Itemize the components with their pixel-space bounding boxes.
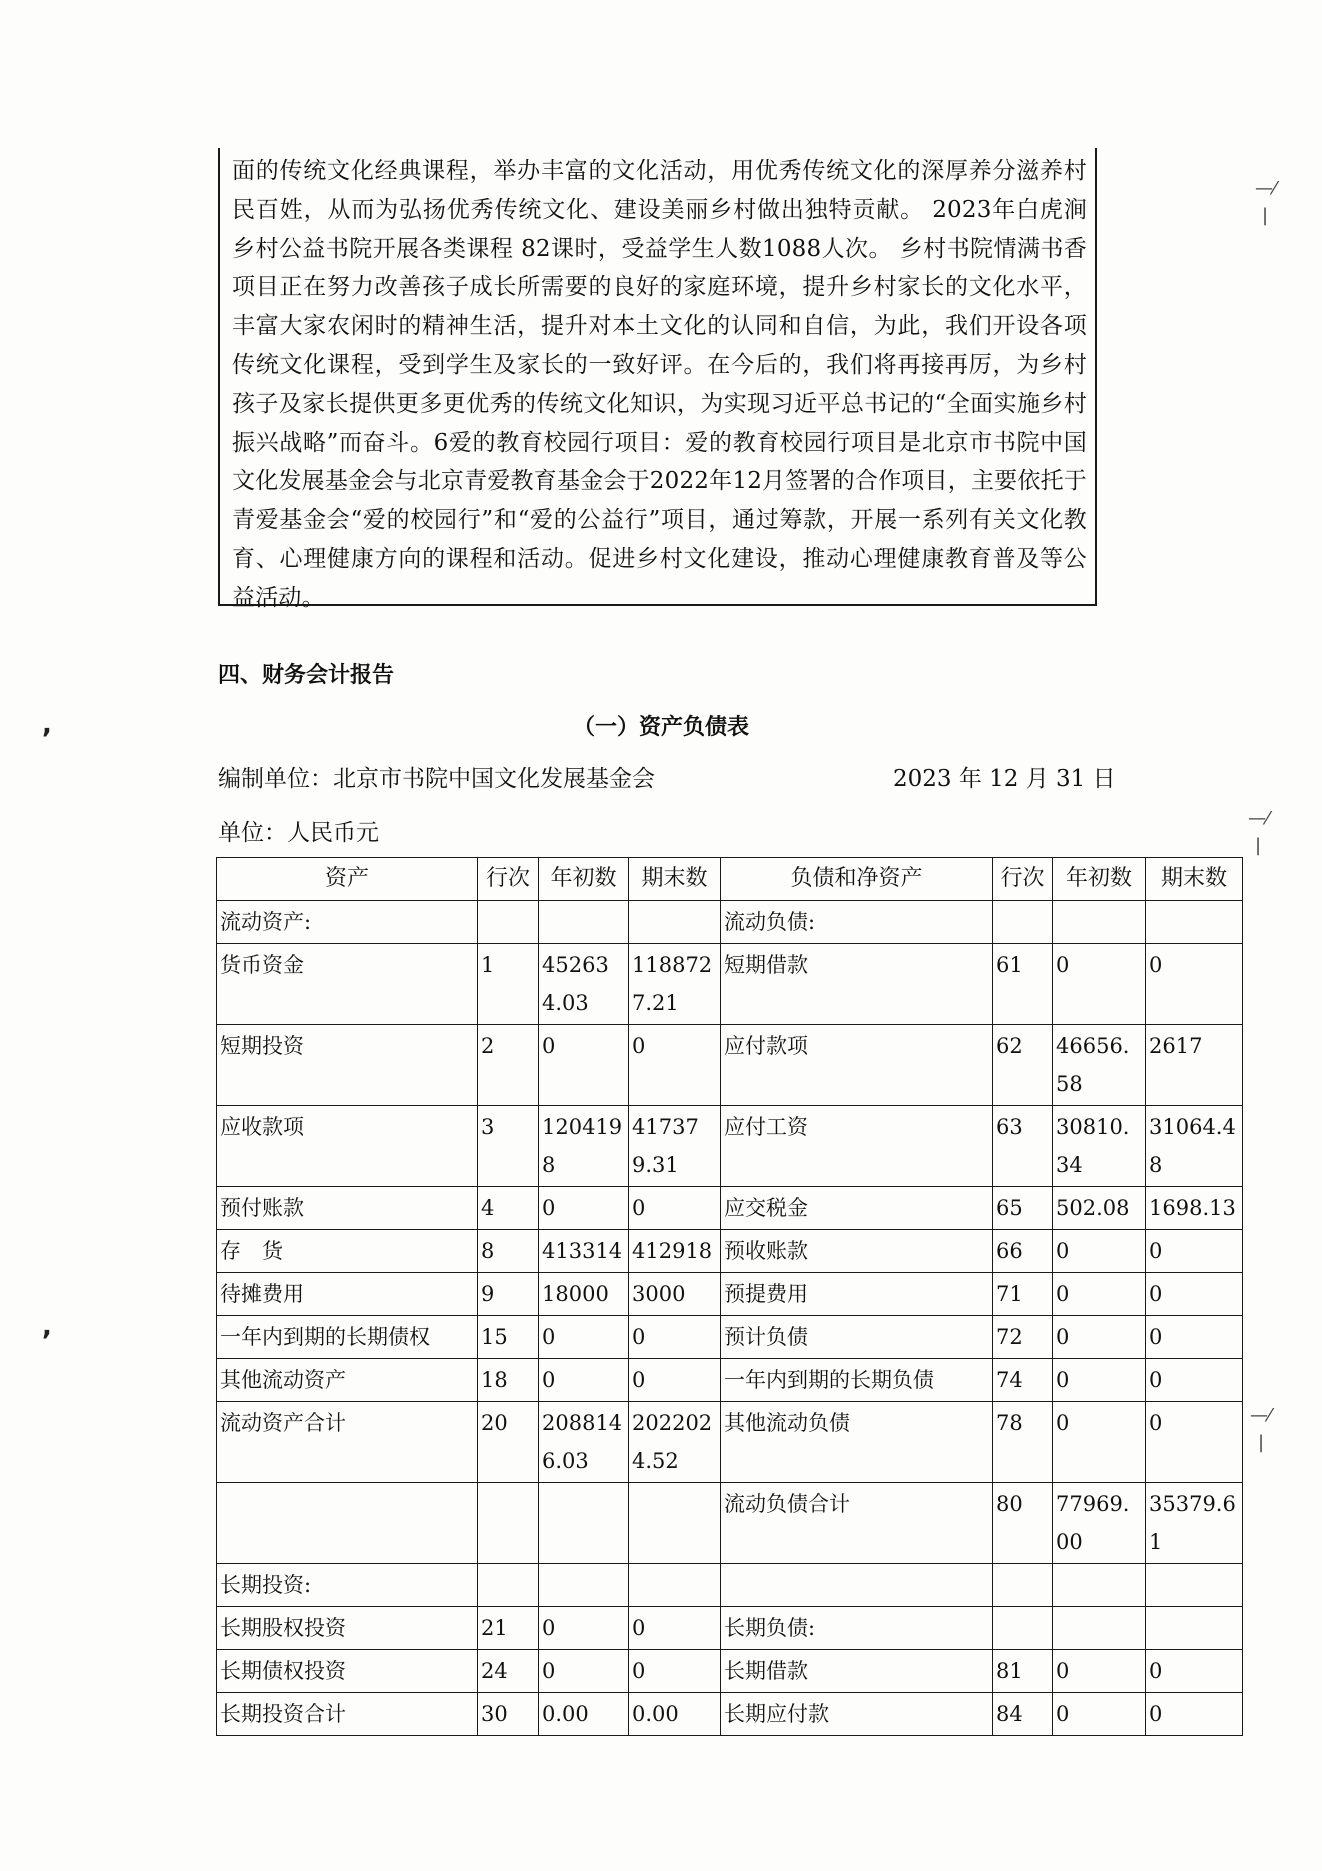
table-cell: 长期投资合计	[217, 1693, 478, 1736]
table-cell: 预计负债	[721, 1316, 993, 1359]
table-cell: 0	[629, 1650, 721, 1693]
table-cell: 其他流动资产	[217, 1359, 478, 1402]
table-cell	[629, 901, 721, 944]
table-cell: 0	[539, 1187, 629, 1230]
header-opening: 年初数	[539, 858, 629, 901]
table-cell: 3	[478, 1106, 539, 1187]
header-closing: 期末数	[629, 858, 721, 901]
scan-mark: ,	[42, 710, 52, 740]
table-cell: 预提费用	[721, 1273, 993, 1316]
scan-mark: |	[1262, 205, 1269, 226]
table-cell: 74	[993, 1359, 1053, 1402]
table-row	[217, 1564, 1243, 1607]
table-cell: 0	[1053, 1316, 1146, 1359]
table-cell: 0	[1146, 1316, 1243, 1359]
scan-mark: ,	[42, 1312, 52, 1342]
unit-label: 单位：人民币元	[218, 820, 379, 846]
table-cell: 长期负债:	[721, 1607, 993, 1650]
table-cell: 65	[993, 1187, 1053, 1230]
table-cell: 30810.34	[1053, 1106, 1146, 1187]
table-cell: 长期借款	[721, 1650, 993, 1693]
table-cell	[217, 1483, 478, 1564]
table-cell	[1053, 1564, 1146, 1607]
table-cell: 应收款项	[217, 1106, 478, 1187]
header-line-no: 行次	[478, 858, 539, 901]
table-cell	[539, 1564, 629, 1607]
table-cell: 30	[478, 1693, 539, 1736]
table-cell	[629, 1564, 721, 1607]
org-label: 编制单位：北京市书院中国文化发展基金会	[218, 766, 655, 792]
table-row	[217, 944, 1243, 1025]
narrative-box	[218, 148, 1097, 611]
table-row	[217, 1187, 1243, 1230]
table-cell: 3000	[629, 1273, 721, 1316]
table-row	[217, 1359, 1243, 1402]
table-cell: 0	[629, 1025, 721, 1106]
table-cell: 0	[1146, 1402, 1243, 1483]
table-cell	[629, 1483, 721, 1564]
table-row	[217, 1402, 1243, 1483]
table-cell: 1204198	[539, 1106, 629, 1187]
table-cell: 预收账款	[721, 1230, 993, 1273]
table-cell	[1053, 901, 1146, 944]
table-cell: 61	[993, 944, 1053, 1025]
table-cell: 71	[993, 1273, 1053, 1316]
table-cell: 待摊费用	[217, 1273, 478, 1316]
table-cell	[478, 1564, 539, 1607]
table-cell: 0.00	[629, 1693, 721, 1736]
table-cell: 24	[478, 1650, 539, 1693]
table-cell: 15	[478, 1316, 539, 1359]
table-cell: 0	[539, 1359, 629, 1402]
table-row	[217, 901, 1243, 944]
scan-mark: —⁄	[1255, 178, 1277, 199]
table-cell: 0	[1053, 1359, 1146, 1402]
table-cell: 0	[1053, 1402, 1146, 1483]
table-cell: 0	[539, 1025, 629, 1106]
table-cell: 78	[993, 1402, 1053, 1483]
table-cell: 0	[1053, 1650, 1146, 1693]
table-cell: 4	[478, 1187, 539, 1230]
table-cell: 8	[478, 1230, 539, 1273]
table-cell: 0	[629, 1187, 721, 1230]
table-row	[217, 1025, 1243, 1106]
table-row	[217, 1607, 1243, 1650]
table-header-row	[217, 858, 1243, 901]
table-cell: 0	[1146, 1650, 1243, 1693]
table-cell: 长期应付款	[721, 1693, 993, 1736]
table-cell: 2088146.03	[539, 1402, 629, 1483]
table-cell: 18	[478, 1359, 539, 1402]
table-cell: 一年内到期的长期债权	[217, 1316, 478, 1359]
table-cell: 21	[478, 1607, 539, 1650]
table-cell	[1053, 1607, 1146, 1650]
table-cell: 0	[629, 1316, 721, 1359]
table-cell: 货币资金	[217, 944, 478, 1025]
table-cell: 0	[539, 1316, 629, 1359]
header-opening: 年初数	[1053, 858, 1146, 901]
table-cell	[721, 1564, 993, 1607]
header-line-no: 行次	[993, 858, 1053, 901]
scan-mark: |	[1258, 1432, 1265, 1453]
table-cell: 0	[1146, 1693, 1243, 1736]
table-cell: 452634.03	[539, 944, 629, 1025]
header-assets: 资产	[217, 858, 478, 901]
table-cell: 1188727.21	[629, 944, 721, 1025]
table-row	[217, 1316, 1243, 1359]
table-cell: 0	[1146, 1230, 1243, 1273]
header-liabilities: 负债和净资产	[721, 858, 993, 901]
table-cell: 413314	[539, 1230, 629, 1273]
table-cell	[993, 1564, 1053, 1607]
table-row	[217, 1273, 1243, 1316]
table-cell: 流动负债合计	[721, 1483, 993, 1564]
table-cell: 0	[1146, 944, 1243, 1025]
table-cell: 0	[1146, 1273, 1243, 1316]
table-cell: 46656.58	[1053, 1025, 1146, 1106]
table-cell: 应交税金	[721, 1187, 993, 1230]
table-cell: 长期股权投资	[217, 1607, 478, 1650]
table-cell: 0	[1053, 1693, 1146, 1736]
scan-mark: —⁄	[1248, 808, 1270, 829]
table-cell: 2022024.52	[629, 1402, 721, 1483]
table-cell	[539, 1483, 629, 1564]
table-cell: 66	[993, 1230, 1053, 1273]
table-cell	[1146, 1564, 1243, 1607]
table-cell: 存 货	[217, 1230, 478, 1273]
table-cell: 短期投资	[217, 1025, 478, 1106]
report-date: 2023 年 12 月 31 日	[893, 766, 1116, 792]
table-row	[217, 1650, 1243, 1693]
table-cell: 预付账款	[217, 1187, 478, 1230]
table-cell	[478, 901, 539, 944]
header-closing: 期末数	[1146, 858, 1243, 901]
table-cell: 0	[629, 1359, 721, 1402]
table-row	[217, 1483, 1243, 1564]
table-cell: 80	[993, 1483, 1053, 1564]
table-cell: 0	[1053, 944, 1146, 1025]
narrative-paragraph: 面的传统文化经典课程，举办丰富的文化活动，用优秀传统文化的深厚养分滋养村民百姓，从而为弘扬优秀传统文化、建设美丽乡村做出独特贡献。 2023年白虎涧乡村公益书院开展各类课程 82课时，受益学生人数1088人次。 乡村书院情满书香项目正在努力改善孩子成长所需要的良好的家庭环境，提升乡村家长的文化水平，丰富大家农闲时的精神生活，提升对本土文化的认同和自信，为此，我们开设各项传统文化课程，受到学生及家长的一致好评。在今后的，我们将再接再厉，为乡村孩子及家长提供更多更优秀的传统文化知识，为实现习近平总书记的“全面实施乡村振兴战略”而奋斗。6爱的教育校园行项目：爱的教育校园行项目是北京市书院中国文化发展基金会与北京青爱教育基金会于2022年12月签署的合作项目，主要依托于青爱基金会“爱的校园行”和“爱的公益行”项目，通过筹款，开展一系列有关文化教育、心理健康方向的课程和活动。促进乡村文化建设，推动心理健康教育普及等公益活动。	[232, 158, 1087, 611]
table-cell: 0	[1053, 1273, 1146, 1316]
table-cell	[1146, 901, 1243, 944]
table-cell: 18000	[539, 1273, 629, 1316]
table-cell	[1146, 1607, 1243, 1650]
table-cell: 0	[1146, 1359, 1243, 1402]
table-cell: 短期借款	[721, 944, 993, 1025]
table-row	[217, 1106, 1243, 1187]
table-cell: 62	[993, 1025, 1053, 1106]
table-cell: 35379.61	[1146, 1483, 1243, 1564]
table-cell: 应付款项	[721, 1025, 993, 1106]
table-cell: 63	[993, 1106, 1053, 1187]
table-row	[217, 1693, 1243, 1736]
table-cell: 77969.00	[1053, 1483, 1146, 1564]
table-cell: 84	[993, 1693, 1053, 1736]
table-row	[217, 1230, 1243, 1273]
table-cell: 0	[539, 1650, 629, 1693]
table-cell	[478, 1483, 539, 1564]
table-cell: 应付工资	[721, 1106, 993, 1187]
table-cell: 31064.48	[1146, 1106, 1243, 1187]
table-cell: 流动资产:	[217, 901, 478, 944]
table-cell	[539, 901, 629, 944]
table-cell: 72	[993, 1316, 1053, 1359]
table-cell: 412918	[629, 1230, 721, 1273]
scan-mark: |	[1255, 835, 1262, 856]
table-cell: 长期债权投资	[217, 1650, 478, 1693]
table-cell	[993, 1607, 1053, 1650]
table-title: （一）资产负债表	[572, 714, 749, 740]
table-cell: 1698.13	[1146, 1187, 1243, 1230]
table-cell: 流动负债:	[721, 901, 993, 944]
table-cell: 417379.31	[629, 1106, 721, 1187]
table-cell: 其他流动负债	[721, 1402, 993, 1483]
table-cell	[993, 901, 1053, 944]
table-cell: 长期投资:	[217, 1564, 478, 1607]
table-cell: 9	[478, 1273, 539, 1316]
table-cell: 81	[993, 1650, 1053, 1693]
table-cell: 一年内到期的长期负债	[721, 1359, 993, 1402]
table-cell: 0	[1053, 1230, 1146, 1273]
scan-mark: —⁄	[1250, 1405, 1272, 1426]
section-title: 四、财务会计报告	[218, 662, 395, 688]
table-cell: 0.00	[539, 1693, 629, 1736]
table-cell: 1	[478, 944, 539, 1025]
table-cell: 流动资产合计	[217, 1402, 478, 1483]
table-cell: 20	[478, 1402, 539, 1483]
table-cell: 0	[539, 1607, 629, 1650]
table-cell: 502.08	[1053, 1187, 1146, 1230]
table-cell: 0	[629, 1607, 721, 1650]
table-cell: 2617	[1146, 1025, 1243, 1106]
table-cell: 2	[478, 1025, 539, 1106]
balance-sheet-table	[216, 857, 1243, 1736]
